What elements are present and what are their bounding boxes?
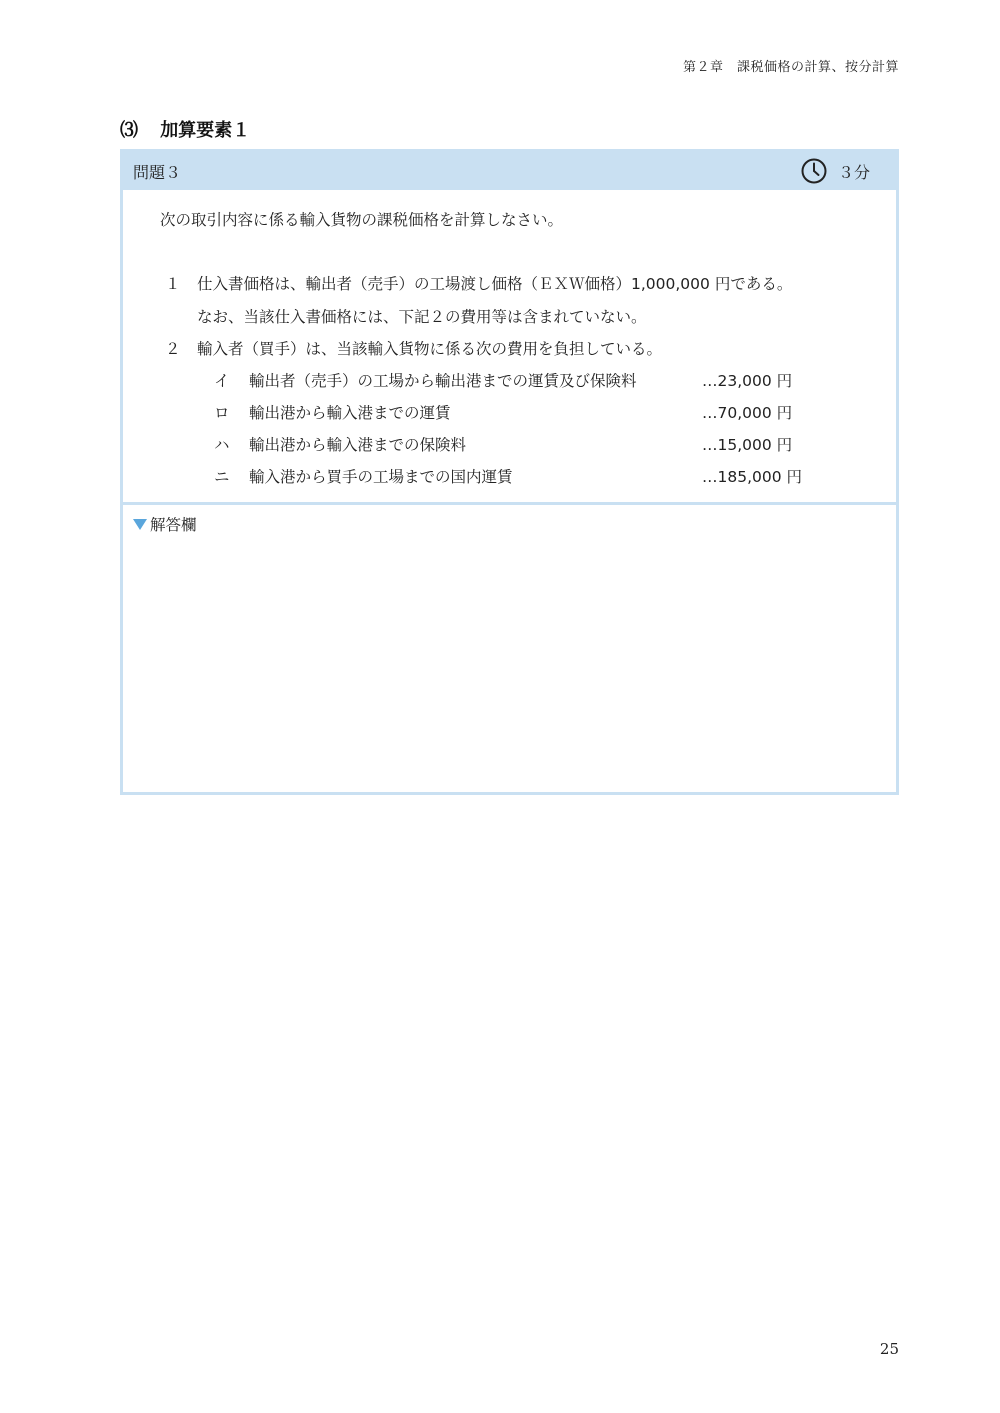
subitem-amount: …185,000 円 xyxy=(702,468,803,486)
instruction: 次の取引内容に係る輸入貨物の課税価格を計算しなさい。 xyxy=(160,211,564,229)
running-header: 第２章 課税価格の計算、按分計算 xyxy=(682,60,899,75)
subitem-text: 輸入港から買手の工場までの国内運賃 xyxy=(249,468,513,486)
subitem-kana: ロ xyxy=(214,404,230,422)
problem-box xyxy=(120,149,899,795)
item-text: 仕入書価格は、輸出者（売手）の工場渡し価格（ＥＸＷ価格）1,000,000 円である。 xyxy=(197,275,793,293)
answer-label-text: 解答欄 xyxy=(150,516,197,534)
subitem-text: 輸出港から輸入港までの運賃 xyxy=(249,404,451,422)
subitem-kana: ニ xyxy=(214,468,230,486)
section-heading xyxy=(120,116,250,142)
question-area xyxy=(123,190,896,505)
time-text: ３分 xyxy=(837,162,870,182)
subitem-kana: イ xyxy=(214,372,230,390)
subitem-text: 輸出港から輸入港までの保険料 xyxy=(249,436,467,454)
page-number: 25 xyxy=(879,1340,899,1358)
subitem-amount: …70,000 円 xyxy=(702,404,793,422)
subitem-amount: …23,000 円 xyxy=(702,372,793,390)
item-number: ２ xyxy=(165,340,181,358)
section-number: ⑶ xyxy=(120,120,138,141)
clock-icon xyxy=(800,157,828,185)
item-number: １ xyxy=(165,275,181,293)
item-text: なお、当該仕入書価格には、下記２の費用等は含まれていない。 xyxy=(197,308,647,326)
problem-header xyxy=(123,152,896,190)
problem-title: 問題３ xyxy=(133,162,182,182)
triangle-down-icon xyxy=(133,519,147,530)
subitem-text: 輸出者（売手）の工場から輸出港までの運賃及び保険料 xyxy=(249,372,637,390)
subitem-kana: ハ xyxy=(214,436,230,454)
section-title: 加算要素１ xyxy=(160,120,251,141)
item-text: 輸入者（買手）は、当該輸入貨物に係る次の費用を負担している。 xyxy=(197,340,663,358)
time-limit xyxy=(800,157,870,185)
answer-label xyxy=(133,513,197,535)
subitem-amount: …15,000 円 xyxy=(702,436,793,454)
